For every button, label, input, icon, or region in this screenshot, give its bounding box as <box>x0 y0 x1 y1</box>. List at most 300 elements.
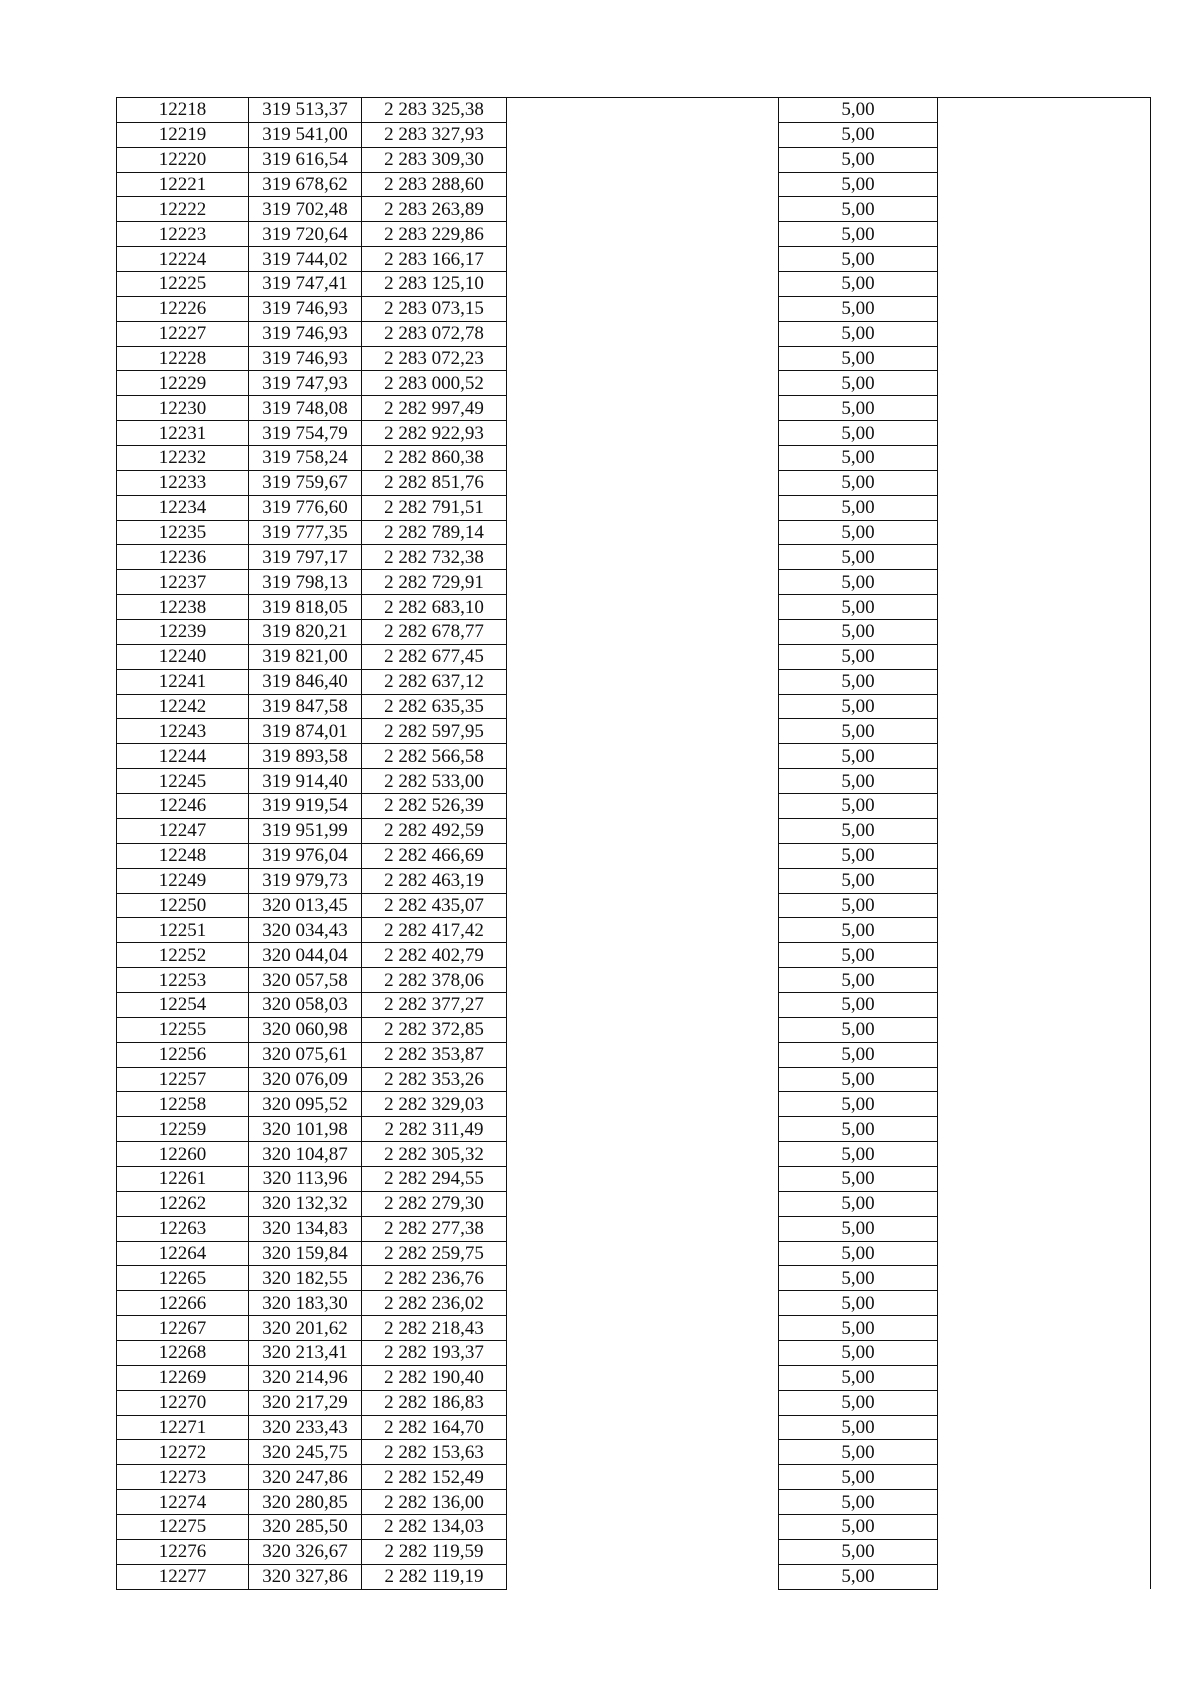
blank-cell <box>938 520 1151 545</box>
blank-cell <box>507 1017 779 1042</box>
blank-cell <box>938 992 1151 1017</box>
blank-cell <box>507 197 779 222</box>
y-coordinate-cell: 2 282 372,85 <box>362 1017 507 1042</box>
x-coordinate-cell: 320 183,30 <box>249 1291 362 1316</box>
blank-cell <box>938 744 1151 769</box>
blank-cell <box>507 1390 779 1415</box>
value-cell: 5,00 <box>779 1440 938 1465</box>
table-row <box>117 1490 1151 1515</box>
y-coordinate-cell: 2 282 353,26 <box>362 1067 507 1092</box>
x-coordinate-cell: 320 217,29 <box>249 1390 362 1415</box>
y-coordinate-cell: 2 283 309,30 <box>362 147 507 172</box>
x-coordinate-cell: 320 182,55 <box>249 1266 362 1291</box>
blank-cell <box>938 644 1151 669</box>
value-cell: 5,00 <box>779 1340 938 1365</box>
x-coordinate-cell: 320 104,87 <box>249 1142 362 1167</box>
value-cell: 5,00 <box>779 247 938 272</box>
blank-cell <box>507 222 779 247</box>
x-coordinate-cell: 320 101,98 <box>249 1117 362 1142</box>
blank-cell <box>938 545 1151 570</box>
table-row <box>117 421 1151 446</box>
point-number-cell: 12257 <box>117 1067 249 1092</box>
x-coordinate-cell: 320 201,62 <box>249 1316 362 1341</box>
y-coordinate-cell: 2 282 279,30 <box>362 1191 507 1216</box>
blank-cell <box>938 570 1151 595</box>
blank-cell <box>507 520 779 545</box>
table-row <box>117 843 1151 868</box>
table-row <box>117 992 1151 1017</box>
table-row <box>117 1191 1151 1216</box>
x-coordinate-cell: 319 846,40 <box>249 669 362 694</box>
blank-cell <box>507 794 779 819</box>
value-cell: 5,00 <box>779 1241 938 1266</box>
point-number-cell: 12236 <box>117 545 249 570</box>
value-cell: 5,00 <box>779 197 938 222</box>
value-cell: 5,00 <box>779 644 938 669</box>
x-coordinate-cell: 319 513,37 <box>249 98 362 123</box>
blank-cell <box>507 992 779 1017</box>
y-coordinate-cell: 2 282 789,14 <box>362 520 507 545</box>
point-number-cell: 12256 <box>117 1042 249 1067</box>
value-cell: 5,00 <box>779 470 938 495</box>
point-number-cell: 12243 <box>117 719 249 744</box>
blank-cell <box>938 669 1151 694</box>
value-cell: 5,00 <box>779 396 938 421</box>
table-row <box>117 868 1151 893</box>
blank-cell <box>938 1539 1151 1564</box>
table-row <box>117 1514 1151 1539</box>
table-row <box>117 446 1151 471</box>
table-row <box>117 495 1151 520</box>
table-row <box>117 570 1151 595</box>
table-row <box>117 893 1151 918</box>
coordinates-table <box>116 97 1151 1590</box>
value-cell: 5,00 <box>779 321 938 346</box>
point-number-cell: 12227 <box>117 321 249 346</box>
point-number-cell: 12228 <box>117 346 249 371</box>
x-coordinate-cell: 320 058,03 <box>249 992 362 1017</box>
y-coordinate-cell: 2 282 851,76 <box>362 470 507 495</box>
value-cell: 5,00 <box>779 694 938 719</box>
table-row <box>117 1017 1151 1042</box>
blank-cell <box>507 719 779 744</box>
table-row <box>117 545 1151 570</box>
blank-cell <box>507 1514 779 1539</box>
point-number-cell: 12247 <box>117 818 249 843</box>
blank-cell <box>938 1191 1151 1216</box>
y-coordinate-cell: 2 282 134,03 <box>362 1514 507 1539</box>
blank-cell <box>938 1514 1151 1539</box>
x-coordinate-cell: 319 914,40 <box>249 769 362 794</box>
x-coordinate-cell: 320 280,85 <box>249 1490 362 1515</box>
table-row <box>117 396 1151 421</box>
value-cell: 5,00 <box>779 1117 938 1142</box>
y-coordinate-cell: 2 282 732,38 <box>362 545 507 570</box>
blank-cell <box>938 818 1151 843</box>
blank-cell <box>507 1042 779 1067</box>
table-row <box>117 147 1151 172</box>
value-cell: 5,00 <box>779 794 938 819</box>
y-coordinate-cell: 2 283 327,93 <box>362 122 507 147</box>
x-coordinate-cell: 320 076,09 <box>249 1067 362 1092</box>
value-cell: 5,00 <box>779 1465 938 1490</box>
y-coordinate-cell: 2 282 683,10 <box>362 595 507 620</box>
y-coordinate-cell: 2 283 125,10 <box>362 272 507 297</box>
blank-cell <box>938 1340 1151 1365</box>
table-row <box>117 1266 1151 1291</box>
value-cell: 5,00 <box>779 943 938 968</box>
value-cell: 5,00 <box>779 1216 938 1241</box>
point-number-cell: 12259 <box>117 1117 249 1142</box>
x-coordinate-cell: 319 798,13 <box>249 570 362 595</box>
x-coordinate-cell: 320 245,75 <box>249 1440 362 1465</box>
table-row <box>117 98 1151 123</box>
y-coordinate-cell: 2 282 417,42 <box>362 918 507 943</box>
value-cell: 5,00 <box>779 1316 938 1341</box>
point-number-cell: 12237 <box>117 570 249 595</box>
point-number-cell: 12240 <box>117 644 249 669</box>
value-cell: 5,00 <box>779 296 938 321</box>
x-coordinate-cell: 320 213,41 <box>249 1340 362 1365</box>
y-coordinate-cell: 2 282 136,00 <box>362 1490 507 1515</box>
blank-cell <box>938 943 1151 968</box>
y-coordinate-cell: 2 283 072,23 <box>362 346 507 371</box>
blank-cell <box>507 1266 779 1291</box>
value-cell: 5,00 <box>779 843 938 868</box>
value-cell: 5,00 <box>779 818 938 843</box>
y-coordinate-cell: 2 282 566,58 <box>362 744 507 769</box>
value-cell: 5,00 <box>779 147 938 172</box>
y-coordinate-cell: 2 282 164,70 <box>362 1415 507 1440</box>
point-number-cell: 12252 <box>117 943 249 968</box>
point-number-cell: 12276 <box>117 1539 249 1564</box>
value-cell: 5,00 <box>779 620 938 645</box>
blank-cell <box>938 843 1151 868</box>
blank-cell <box>507 371 779 396</box>
y-coordinate-cell: 2 282 463,19 <box>362 868 507 893</box>
table-row <box>117 918 1151 943</box>
x-coordinate-cell: 319 979,73 <box>249 868 362 893</box>
y-coordinate-cell: 2 282 402,79 <box>362 943 507 968</box>
x-coordinate-cell: 319 951,99 <box>249 818 362 843</box>
blank-cell <box>507 1465 779 1490</box>
table-row <box>117 794 1151 819</box>
value-cell: 5,00 <box>779 918 938 943</box>
point-number-cell: 12268 <box>117 1340 249 1365</box>
blank-cell <box>507 147 779 172</box>
blank-cell <box>938 868 1151 893</box>
y-coordinate-cell: 2 282 377,27 <box>362 992 507 1017</box>
coordinates-table-body <box>117 98 1151 1590</box>
x-coordinate-cell: 319 776,60 <box>249 495 362 520</box>
y-coordinate-cell: 2 282 922,93 <box>362 421 507 446</box>
y-coordinate-cell: 2 283 072,78 <box>362 321 507 346</box>
blank-cell <box>938 1067 1151 1092</box>
blank-cell <box>938 396 1151 421</box>
point-number-cell: 12239 <box>117 620 249 645</box>
value-cell: 5,00 <box>779 346 938 371</box>
value-cell: 5,00 <box>779 172 938 197</box>
value-cell: 5,00 <box>779 98 938 123</box>
x-coordinate-cell: 319 746,93 <box>249 321 362 346</box>
blank-cell <box>507 446 779 471</box>
point-number-cell: 12230 <box>117 396 249 421</box>
table-row <box>117 346 1151 371</box>
y-coordinate-cell: 2 282 791,51 <box>362 495 507 520</box>
x-coordinate-cell: 319 747,93 <box>249 371 362 396</box>
value-cell: 5,00 <box>779 1365 938 1390</box>
point-number-cell: 12273 <box>117 1465 249 1490</box>
blank-cell <box>507 1117 779 1142</box>
blank-cell <box>507 1191 779 1216</box>
x-coordinate-cell: 320 247,86 <box>249 1465 362 1490</box>
blank-cell <box>938 272 1151 297</box>
y-coordinate-cell: 2 282 305,32 <box>362 1142 507 1167</box>
x-coordinate-cell: 319 754,79 <box>249 421 362 446</box>
table-row <box>117 1291 1151 1316</box>
blank-cell <box>507 595 779 620</box>
value-cell: 5,00 <box>779 122 938 147</box>
table-row <box>117 1042 1151 1067</box>
point-number-cell: 12233 <box>117 470 249 495</box>
x-coordinate-cell: 319 820,21 <box>249 620 362 645</box>
point-number-cell: 12225 <box>117 272 249 297</box>
y-coordinate-cell: 2 282 259,75 <box>362 1241 507 1266</box>
x-coordinate-cell: 319 847,58 <box>249 694 362 719</box>
point-number-cell: 12241 <box>117 669 249 694</box>
y-coordinate-cell: 2 282 218,43 <box>362 1316 507 1341</box>
x-coordinate-cell: 319 758,24 <box>249 446 362 471</box>
blank-cell <box>938 1092 1151 1117</box>
blank-cell <box>507 470 779 495</box>
blank-cell <box>938 893 1151 918</box>
table-row <box>117 1440 1151 1465</box>
blank-cell <box>507 1291 779 1316</box>
table-row <box>117 321 1151 346</box>
table-row <box>117 1564 1151 1589</box>
blank-cell <box>507 172 779 197</box>
blank-cell <box>938 694 1151 719</box>
blank-cell <box>507 1241 779 1266</box>
table-row <box>117 470 1151 495</box>
table-row <box>117 222 1151 247</box>
y-coordinate-cell: 2 282 277,38 <box>362 1216 507 1241</box>
blank-cell <box>507 893 779 918</box>
blank-cell <box>938 1117 1151 1142</box>
point-number-cell: 12271 <box>117 1415 249 1440</box>
blank-cell <box>507 868 779 893</box>
x-coordinate-cell: 320 013,45 <box>249 893 362 918</box>
table-row <box>117 1415 1151 1440</box>
y-coordinate-cell: 2 282 678,77 <box>362 620 507 645</box>
x-coordinate-cell: 319 919,54 <box>249 794 362 819</box>
table-row <box>117 172 1151 197</box>
table-row <box>117 247 1151 272</box>
x-coordinate-cell: 319 744,02 <box>249 247 362 272</box>
point-number-cell: 12251 <box>117 918 249 943</box>
x-coordinate-cell: 319 747,41 <box>249 272 362 297</box>
table-row <box>117 272 1151 297</box>
table-row <box>117 1539 1151 1564</box>
value-cell: 5,00 <box>779 719 938 744</box>
blank-cell <box>507 1365 779 1390</box>
x-coordinate-cell: 319 818,05 <box>249 595 362 620</box>
value-cell: 5,00 <box>779 1490 938 1515</box>
table-row <box>117 744 1151 769</box>
blank-cell <box>507 421 779 446</box>
table-row <box>117 620 1151 645</box>
x-coordinate-cell: 319 746,93 <box>249 296 362 321</box>
blank-cell <box>507 1142 779 1167</box>
blank-cell <box>507 1166 779 1191</box>
y-coordinate-cell: 2 282 294,55 <box>362 1166 507 1191</box>
blank-cell <box>938 346 1151 371</box>
table-row <box>117 371 1151 396</box>
point-number-cell: 12229 <box>117 371 249 396</box>
y-coordinate-cell: 2 283 263,89 <box>362 197 507 222</box>
y-coordinate-cell: 2 282 526,39 <box>362 794 507 819</box>
blank-cell <box>938 222 1151 247</box>
blank-cell <box>507 1539 779 1564</box>
table-row <box>117 669 1151 694</box>
y-coordinate-cell: 2 282 311,49 <box>362 1117 507 1142</box>
blank-cell <box>938 1365 1151 1390</box>
value-cell: 5,00 <box>779 1539 938 1564</box>
blank-cell <box>507 545 779 570</box>
table-row <box>117 122 1151 147</box>
point-number-cell: 12255 <box>117 1017 249 1042</box>
blank-cell <box>938 495 1151 520</box>
blank-cell <box>938 371 1151 396</box>
y-coordinate-cell: 2 282 597,95 <box>362 719 507 744</box>
blank-cell <box>507 1316 779 1341</box>
value-cell: 5,00 <box>779 1017 938 1042</box>
table-row <box>117 644 1151 669</box>
blank-cell <box>507 694 779 719</box>
blank-cell <box>507 247 779 272</box>
blank-cell <box>938 918 1151 943</box>
blank-cell <box>507 296 779 321</box>
point-number-cell: 12224 <box>117 247 249 272</box>
value-cell: 5,00 <box>779 595 938 620</box>
blank-cell <box>938 595 1151 620</box>
blank-cell <box>938 1564 1151 1589</box>
point-number-cell: 12277 <box>117 1564 249 1589</box>
point-number-cell: 12269 <box>117 1365 249 1390</box>
table-row <box>117 1142 1151 1167</box>
blank-cell <box>938 719 1151 744</box>
table-row <box>117 1117 1151 1142</box>
y-coordinate-cell: 2 282 186,83 <box>362 1390 507 1415</box>
point-number-cell: 12242 <box>117 694 249 719</box>
point-number-cell: 12270 <box>117 1390 249 1415</box>
point-number-cell: 12238 <box>117 595 249 620</box>
blank-cell <box>507 968 779 993</box>
x-coordinate-cell: 319 759,67 <box>249 470 362 495</box>
point-number-cell: 12219 <box>117 122 249 147</box>
value-cell: 5,00 <box>779 1514 938 1539</box>
table-row <box>117 296 1151 321</box>
blank-cell <box>507 943 779 968</box>
y-coordinate-cell: 2 282 236,76 <box>362 1266 507 1291</box>
value-cell: 5,00 <box>779 1142 938 1167</box>
y-coordinate-cell: 2 282 677,45 <box>362 644 507 669</box>
point-number-cell: 12262 <box>117 1191 249 1216</box>
blank-cell <box>938 1241 1151 1266</box>
value-cell: 5,00 <box>779 1564 938 1589</box>
point-number-cell: 12232 <box>117 446 249 471</box>
point-number-cell: 12261 <box>117 1166 249 1191</box>
blank-cell <box>938 620 1151 645</box>
blank-cell <box>938 1390 1151 1415</box>
y-coordinate-cell: 2 282 190,40 <box>362 1365 507 1390</box>
point-number-cell: 12254 <box>117 992 249 1017</box>
blank-cell <box>507 1216 779 1241</box>
x-coordinate-cell: 319 893,58 <box>249 744 362 769</box>
table-row <box>117 520 1151 545</box>
y-coordinate-cell: 2 282 119,19 <box>362 1564 507 1589</box>
value-cell: 5,00 <box>779 1291 938 1316</box>
x-coordinate-cell: 319 720,64 <box>249 222 362 247</box>
x-coordinate-cell: 320 075,61 <box>249 1042 362 1067</box>
point-number-cell: 12222 <box>117 197 249 222</box>
value-cell: 5,00 <box>779 545 938 570</box>
y-coordinate-cell: 2 282 435,07 <box>362 893 507 918</box>
blank-cell <box>507 396 779 421</box>
value-cell: 5,00 <box>779 669 938 694</box>
point-number-cell: 12274 <box>117 1490 249 1515</box>
blank-cell <box>938 446 1151 471</box>
x-coordinate-cell: 320 095,52 <box>249 1092 362 1117</box>
point-number-cell: 12235 <box>117 520 249 545</box>
x-coordinate-cell: 319 616,54 <box>249 147 362 172</box>
blank-cell <box>507 1092 779 1117</box>
table-row <box>117 1465 1151 1490</box>
value-cell: 5,00 <box>779 1067 938 1092</box>
blank-cell <box>938 1266 1151 1291</box>
x-coordinate-cell: 320 034,43 <box>249 918 362 943</box>
y-coordinate-cell: 2 282 119,59 <box>362 1539 507 1564</box>
blank-cell <box>507 843 779 868</box>
point-number-cell: 12231 <box>117 421 249 446</box>
x-coordinate-cell: 320 057,58 <box>249 968 362 993</box>
y-coordinate-cell: 2 282 492,59 <box>362 818 507 843</box>
blank-cell <box>507 744 779 769</box>
point-number-cell: 12246 <box>117 794 249 819</box>
blank-cell <box>938 1216 1151 1241</box>
point-number-cell: 12223 <box>117 222 249 247</box>
value-cell: 5,00 <box>779 272 938 297</box>
blank-cell <box>507 669 779 694</box>
blank-cell <box>938 1042 1151 1067</box>
y-coordinate-cell: 2 282 378,06 <box>362 968 507 993</box>
value-cell: 5,00 <box>779 1042 938 1067</box>
table-row <box>117 818 1151 843</box>
y-coordinate-cell: 2 283 325,38 <box>362 98 507 123</box>
x-coordinate-cell: 320 132,32 <box>249 1191 362 1216</box>
blank-cell <box>507 1440 779 1465</box>
x-coordinate-cell: 320 044,04 <box>249 943 362 968</box>
blank-cell <box>938 1166 1151 1191</box>
y-coordinate-cell: 2 282 153,63 <box>362 1440 507 1465</box>
point-number-cell: 12260 <box>117 1142 249 1167</box>
value-cell: 5,00 <box>779 1092 938 1117</box>
y-coordinate-cell: 2 282 637,12 <box>362 669 507 694</box>
table-row <box>117 943 1151 968</box>
table-row <box>117 1390 1151 1415</box>
x-coordinate-cell: 320 233,43 <box>249 1415 362 1440</box>
y-coordinate-cell: 2 283 000,52 <box>362 371 507 396</box>
